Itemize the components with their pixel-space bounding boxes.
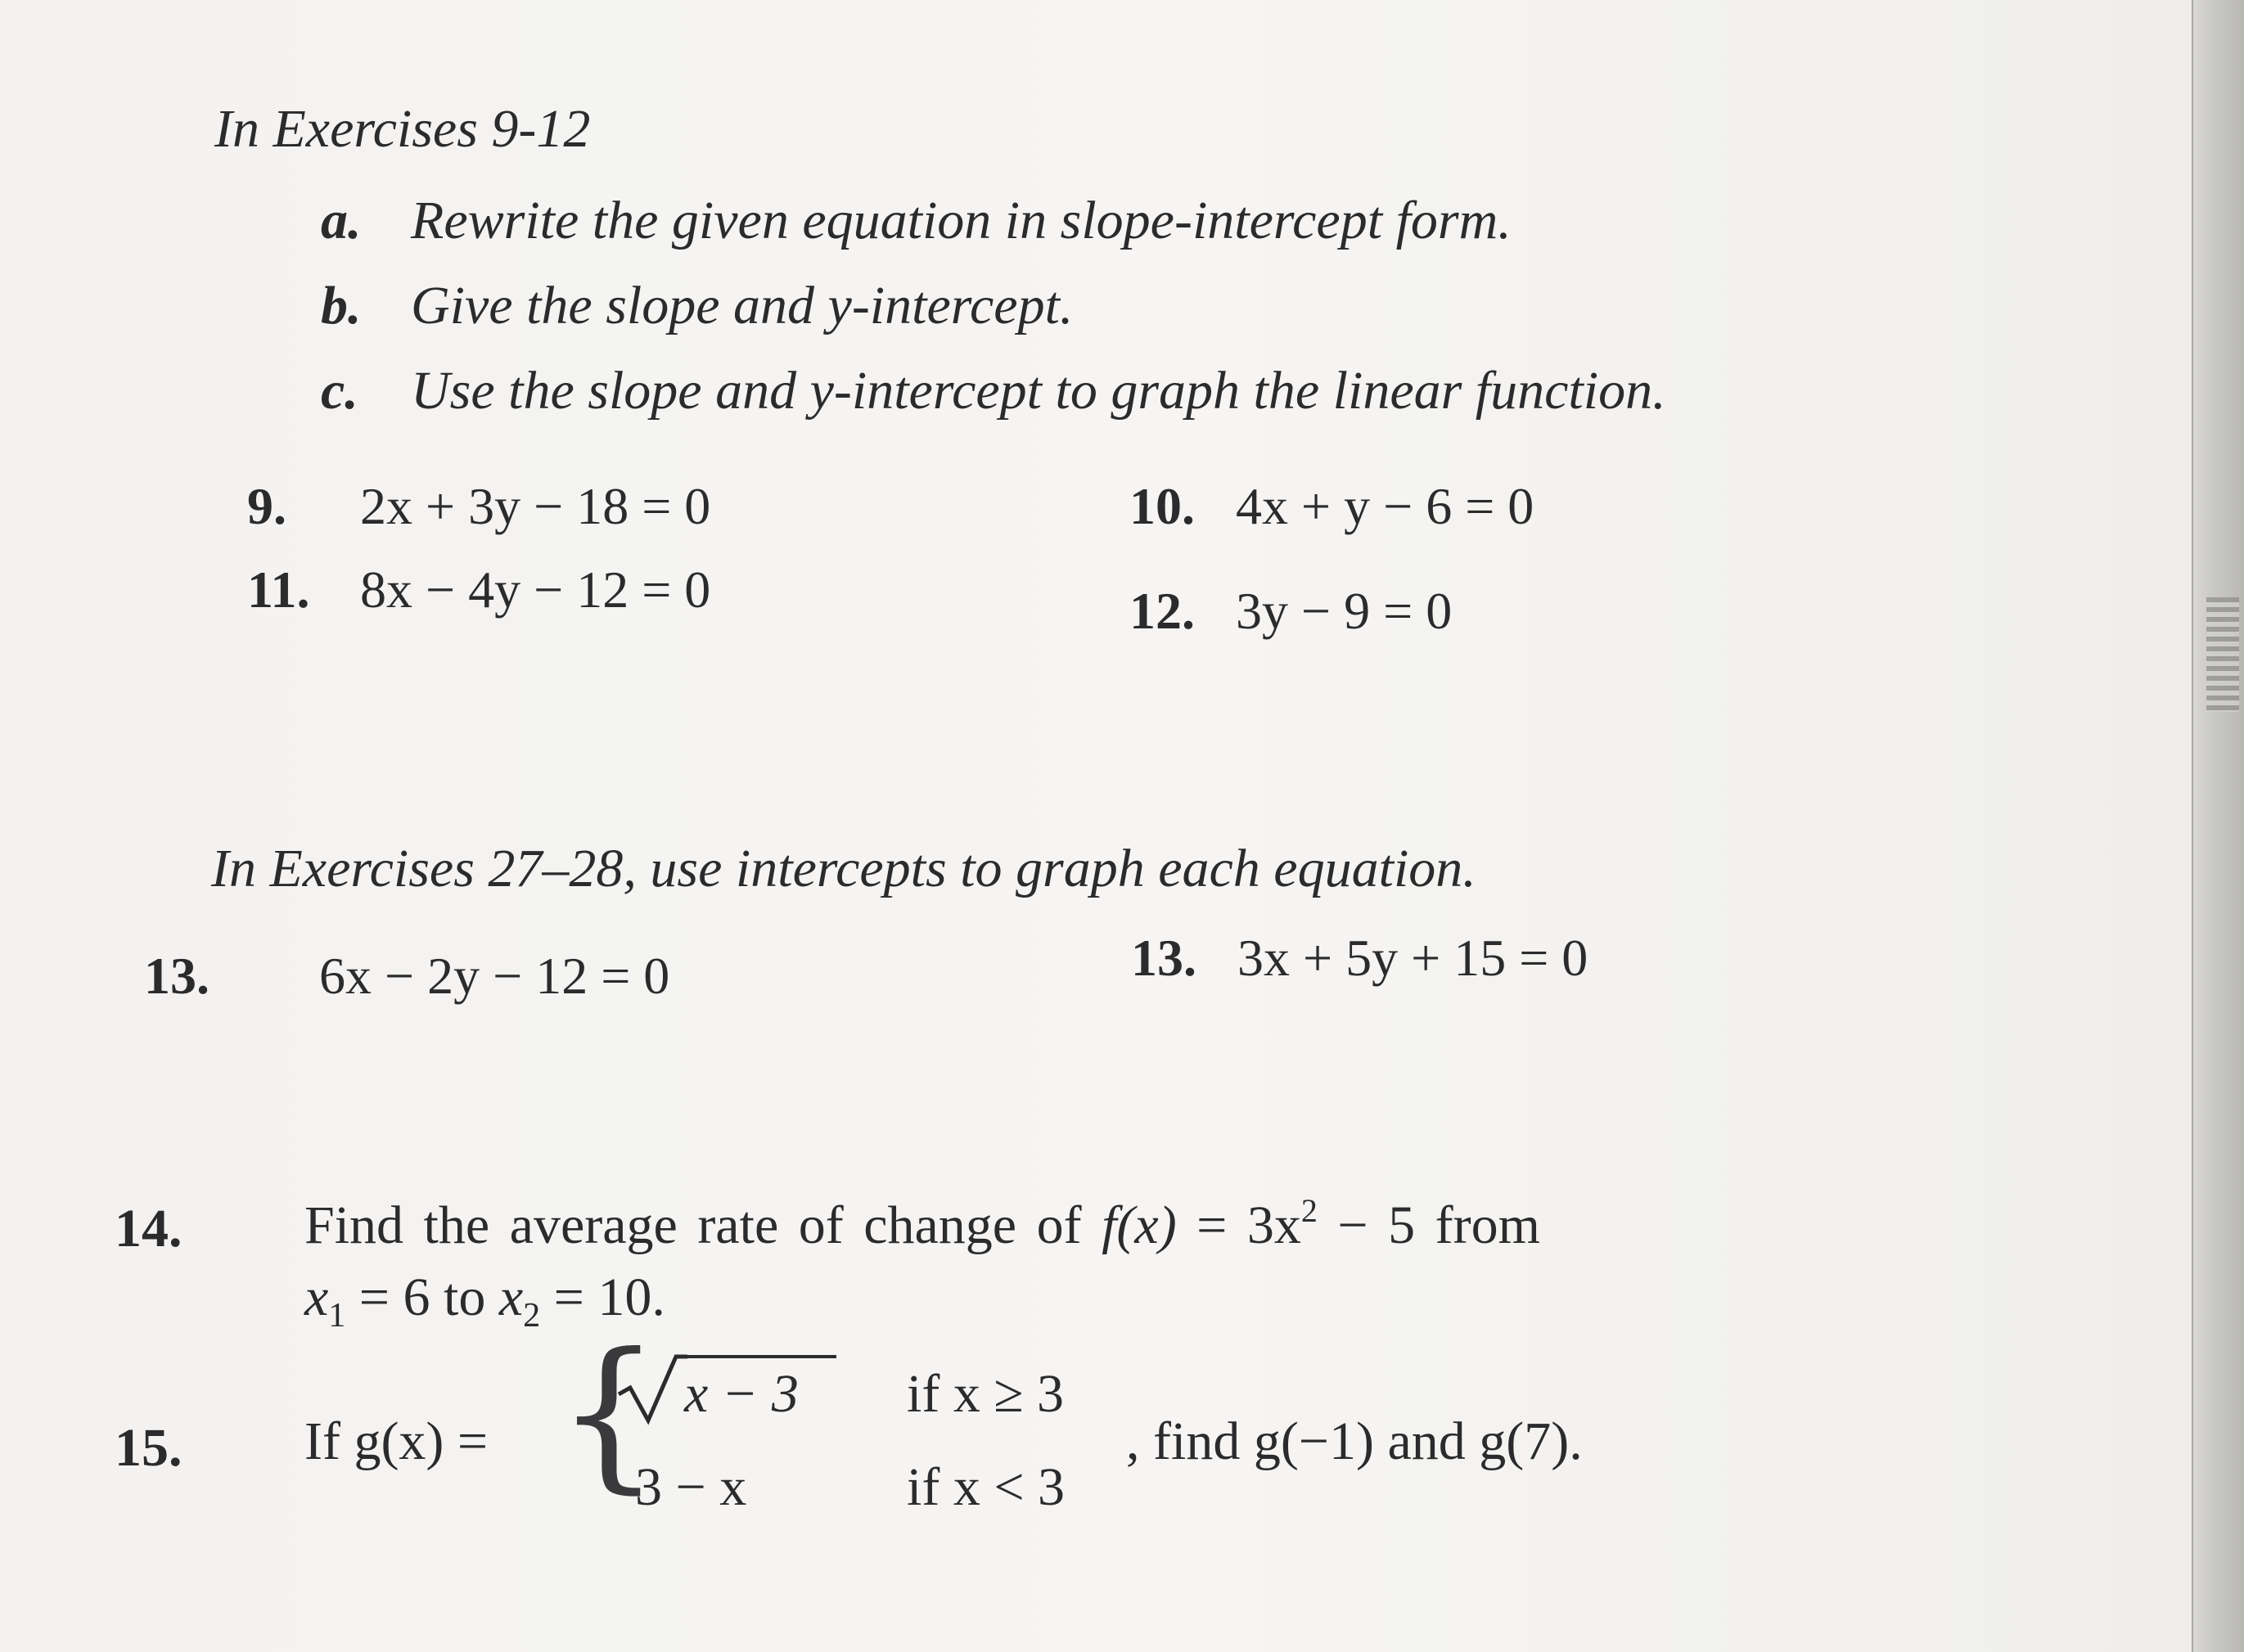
exercise-12-number: 12. xyxy=(1129,582,1195,640)
case1-expression: x − 3 xyxy=(684,1364,799,1424)
exercise-13b-number: 13. xyxy=(1131,929,1196,987)
instruction-a-text: Rewrite the given equation in slope-intercept form. xyxy=(411,191,1512,250)
ex14-mid: = 3x xyxy=(1176,1195,1301,1255)
exercise-11-number: 11. xyxy=(247,560,310,619)
piecewise-brace: { xyxy=(556,1318,661,1509)
exercise-13a-number: 13. xyxy=(144,947,210,1005)
exercise-9-equation: 2x + 3y − 18 = 0 xyxy=(360,477,711,535)
case2-expression: 3 − x xyxy=(635,1457,747,1517)
instruction-b-label: b. xyxy=(321,276,362,335)
section-header-9-12: In Exercises 9-12 xyxy=(214,99,591,159)
instruction-a-label: a. xyxy=(321,191,362,250)
ex14-x1-val: = 6 to xyxy=(345,1267,499,1327)
screen-bezel-edge xyxy=(2192,0,2244,1652)
exercise-11-equation: 8x − 4y − 12 = 0 xyxy=(360,560,711,619)
ex14-prefix: Find the average rate of change of xyxy=(304,1195,1102,1255)
bezel-pattern xyxy=(2206,597,2239,712)
exercise-15-prefix: If g(x) = xyxy=(304,1411,489,1471)
section-header-27-28: In Exercises 27–28, use intercepts to graph each equation. xyxy=(211,839,1476,898)
instruction-c-text: Use the slope and y-intercept to graph the linear function. xyxy=(411,361,1666,421)
ex14-x2-val: = 10. xyxy=(540,1267,665,1327)
exercise-10-equation: 4x + y − 6 = 0 xyxy=(1236,477,1534,535)
exercise-13a-equation: 6x − 2y − 12 = 0 xyxy=(319,947,670,1005)
ex14-x2-var: x xyxy=(498,1267,524,1327)
exercise-14-line1 xyxy=(304,1191,1540,1257)
instruction-b-text: Give the slope and y-intercept. xyxy=(411,276,1074,335)
exercise-9-number: 9. xyxy=(247,477,286,535)
exercise-15-suffix: , find g(−1) and g(7). xyxy=(1126,1411,1583,1471)
ex14-end: − 5 from xyxy=(1317,1195,1540,1255)
exercise-15-number: 15. xyxy=(115,1418,182,1478)
ex14-function: f(x) xyxy=(1102,1195,1177,1255)
instruction-c-label: c. xyxy=(321,361,358,421)
ex14-x1-var: x xyxy=(304,1267,329,1327)
ex14-x2-sub: 2 xyxy=(523,1297,541,1335)
exercise-14-number: 14. xyxy=(115,1199,182,1258)
square-root-symbol xyxy=(615,1352,689,1425)
exercise-13b-equation: 3x + 5y + 15 = 0 xyxy=(1237,929,1588,987)
ex14-exponent: 2 xyxy=(1300,1192,1318,1229)
radical-vinculum xyxy=(684,1355,836,1358)
exercise-10-number: 10. xyxy=(1129,477,1195,535)
ex14-x1-sub: 1 xyxy=(328,1297,346,1335)
case1-condition: if x ≥ 3 xyxy=(907,1364,1065,1424)
exercise-12-equation: 3y − 9 = 0 xyxy=(1236,582,1453,640)
case2-condition: if x < 3 xyxy=(907,1457,1066,1517)
